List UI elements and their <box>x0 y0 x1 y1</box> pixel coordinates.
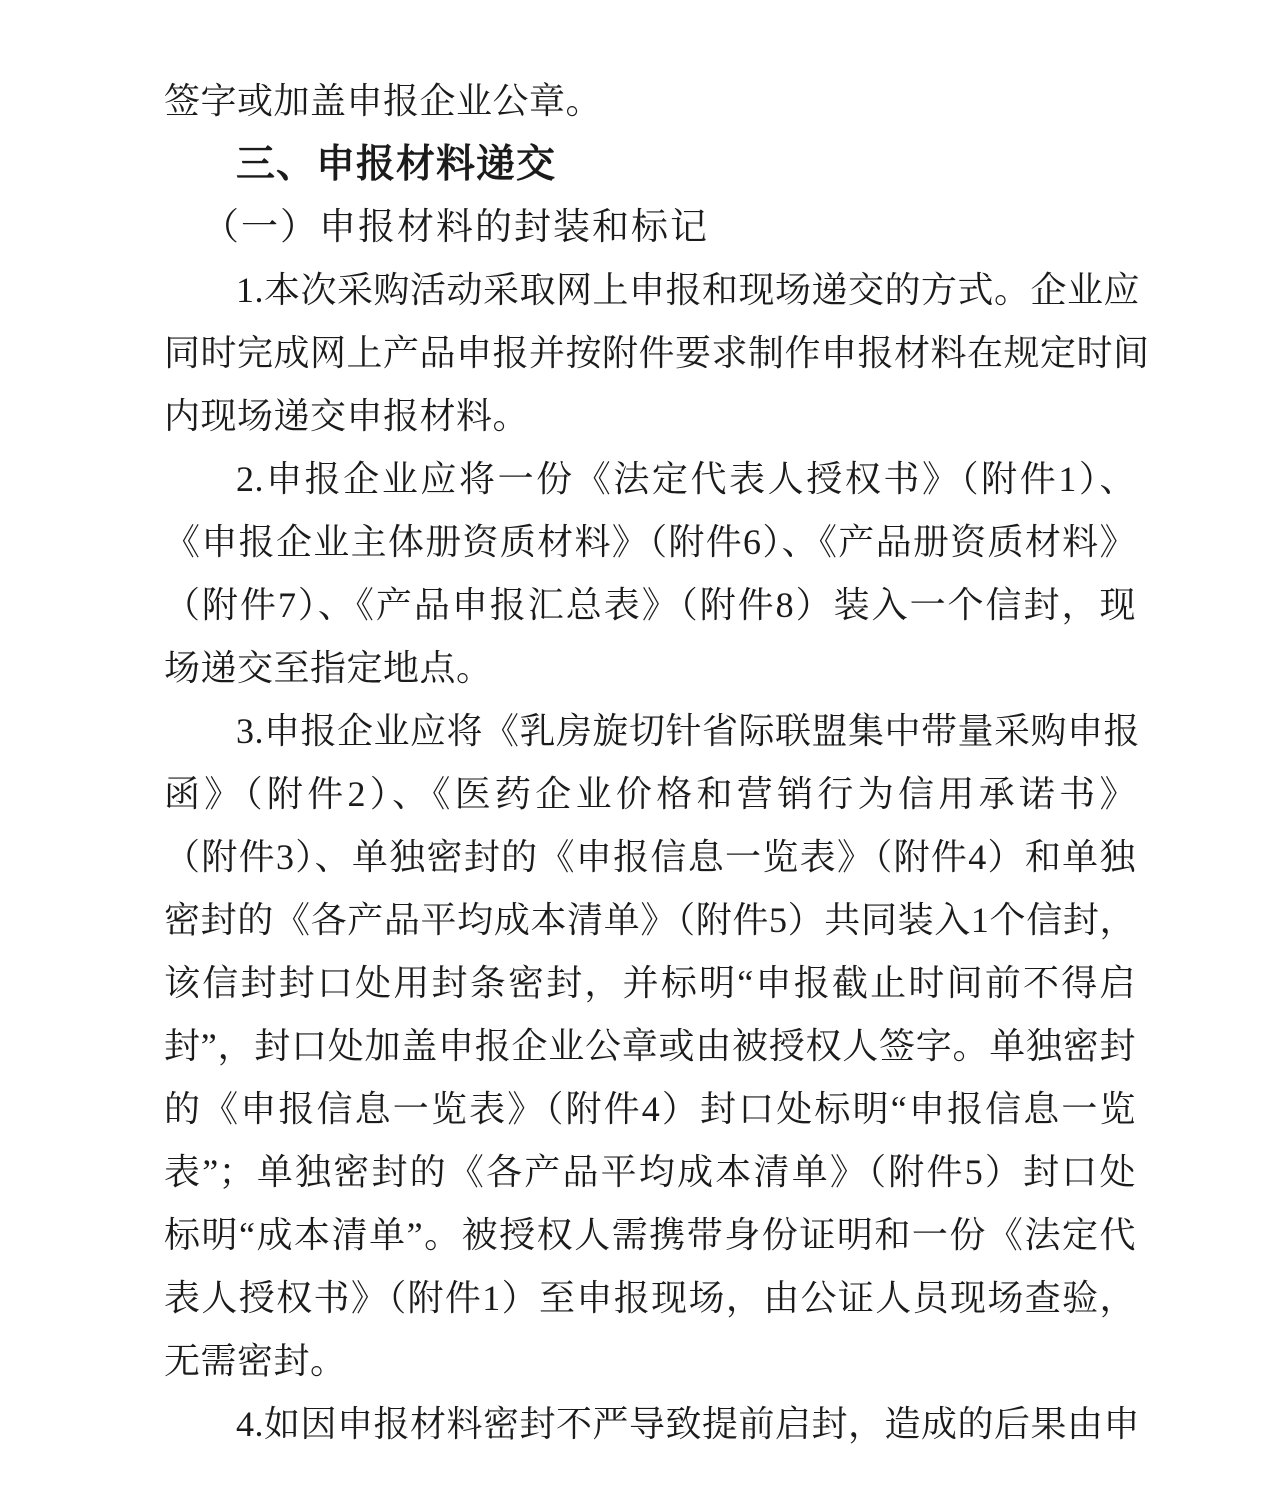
text-line: 无需密封。 <box>164 1341 347 1381</box>
text-line: 签字或加盖申报企业公章。 <box>164 81 603 121</box>
text-line: 《申报企业主体册资质材料》（附件6）、《产品册资质材料》 <box>164 522 1136 562</box>
text-line: 场递交至指定地点。 <box>164 648 493 688</box>
text-line: 密封的《各产品平均成本清单》（附件5）共同装入1个信封， <box>164 900 1136 940</box>
text-line: 1.本次采购活动采取网上申报和现场递交的方式。企业应 <box>236 270 1141 310</box>
text-line: 4.如因申报材料密封不严导致提前启封，造成的后果由申 <box>236 1404 1141 1444</box>
document-body <box>164 70 1150 1456</box>
text-line: 该信封封口处用封条密封，并标明“申报截止时间前不得启 <box>164 963 1136 1003</box>
text-line: 同时完成网上产品申报并按附件要求制作申报材料在规定时间 <box>164 333 1150 373</box>
text-line: （附件3）、单独密封的《申报信息一览表》（附件4）和单独 <box>164 837 1136 877</box>
text-line: 表人授权书》（附件1）至申报现场，由公证人员现场查验， <box>164 1278 1136 1318</box>
text-line: 3.申报企业应将《乳房旋切针省际联盟集中带量采购申报 <box>236 711 1141 751</box>
text-line: 封”，封口处加盖申报企业公章或由被授权人签字。单独密封 <box>164 1026 1136 1066</box>
text-line: 内现场递交申报材料。 <box>164 396 530 436</box>
text-line: 表”；单独密封的《各产品平均成本清单》（附件5）封口处 <box>164 1152 1136 1192</box>
subsection-heading: （一）申报材料的封装和标记 <box>202 207 709 248</box>
section-heading: 三、申报材料递交 <box>236 143 557 186</box>
text-line: （附件7）、《产品申报汇总表》（附件8）装入一个信封，现 <box>164 585 1136 625</box>
text-line: 标明“成本清单”。被授权人需携带身份证明和一份《法定代 <box>164 1215 1136 1255</box>
text-line: 2.申报企业应将一份《法定代表人授权书》（附件1）、 <box>236 459 1136 499</box>
text-line: 的《申报信息一览表》（附件4）封口处标明“申报信息一览 <box>164 1089 1136 1129</box>
text-line: 函》（附件2）、《医药企业价格和营销行为信用承诺书》 <box>164 774 1136 814</box>
